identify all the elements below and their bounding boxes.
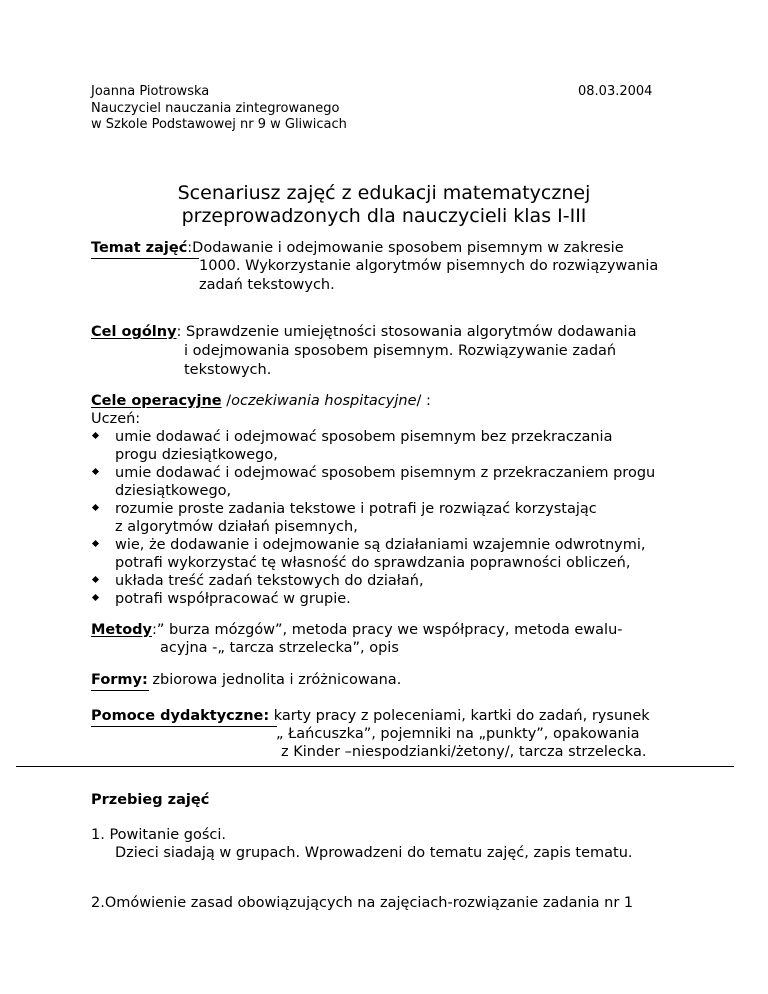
goal-line-1: : Sprawdzenie umiejętności stosowania algorytmów dodawania xyxy=(176,324,637,340)
aids-line-3: z Kinder –niespodzianki/żetony/, tarcza strzelecka. xyxy=(281,744,647,760)
topic-section xyxy=(91,239,624,258)
objectives-label: Cele operacyjne xyxy=(91,393,222,409)
course-step-1-detail: Dzieci siadają w grupach. Wprowadzeni do tematu zajęć, zapis tematu. xyxy=(115,845,633,861)
author-role: Nauczyciel nauczania zintegrowanego xyxy=(91,101,340,116)
forms-section xyxy=(91,671,401,690)
document-date: 08.03.2004 xyxy=(578,84,653,99)
objective-5: układa treść zadań tekstowych do działań, xyxy=(115,573,424,589)
course-heading: Przebieg zajęć xyxy=(91,792,210,808)
goal-section xyxy=(91,323,636,342)
objective-6: potrafi współpracować w grupie. xyxy=(115,591,351,607)
bullet-icon xyxy=(92,504,99,511)
aids-section xyxy=(91,707,650,726)
title-line-1: Scenariusz zajęć z edukacji matematycznej xyxy=(177,182,591,204)
objectives-heading xyxy=(91,392,431,411)
author-name: Joanna Piotrowska xyxy=(91,84,210,99)
methods-label: Metody xyxy=(91,622,152,638)
objectives-note-open: / xyxy=(221,393,232,409)
objectives-note-close: / : xyxy=(416,393,431,409)
goal-line-2: i odejmowania sposobem pisemnym. Rozwiązywanie zadań xyxy=(184,343,617,359)
topic-line-1: :Dodawanie i odejmowanie sposobem pisemnym w zakresie xyxy=(187,240,624,256)
author-school: w Szkole Podstawowej nr 9 w Gliwicach xyxy=(91,117,347,132)
forms-label: Formy: xyxy=(91,672,148,688)
course-step-1: 1. Powitanie gości. xyxy=(91,827,226,843)
methods-line-2: acyjna -„ tarcza strzelecka”, opis xyxy=(160,640,399,656)
objective-4-line-2: potrafi wykorzystać tę własność do sprawdzania poprawności obliczeń, xyxy=(115,555,631,571)
bullet-icon xyxy=(92,540,99,547)
objective-2-line-2: dziesiątkowego, xyxy=(115,483,232,499)
objective-2-line-1: umie dodawać i odejmować sposobem pisemnym z przekraczaniem progu xyxy=(115,465,656,481)
section-divider xyxy=(16,766,734,767)
objective-4-line-1: wie, że dodawanie i odejmowanie są działaniami wzajemnie odwrotnymi, xyxy=(115,537,646,553)
bullet-icon xyxy=(92,468,99,475)
topic-label: Temat zajęć xyxy=(91,240,188,256)
aids-label-underline xyxy=(91,726,277,727)
bullet-icon xyxy=(92,594,99,601)
topic-line-3: zadań tekstowych. xyxy=(199,277,335,293)
topic-label-underline xyxy=(91,258,199,259)
aids-line-2: „ Łańcuszka”, pojemniki na „punkty”, opakowania xyxy=(276,726,640,742)
methods-line-1: :” burza mózgów”, metoda pracy we współpracy, metoda ewalu- xyxy=(152,622,623,638)
course-step-2: 2.Omówienie zasad obowiązujących na zajęciach-rozwiązanie zadania nr 1 xyxy=(91,895,634,911)
objectives-note: oczekiwania hospitacyjne xyxy=(231,393,417,409)
title-line-2: przeprowadzonych dla nauczycieli klas I-III xyxy=(181,205,587,227)
bullet-icon xyxy=(92,576,99,583)
objective-3-line-1: rozumie proste zadania tekstowe i potrafi je rozwiązać korzystając xyxy=(115,501,597,517)
aids-line-1: karty pracy z poleceniami, kartki do zadań, rysunek xyxy=(269,708,650,724)
methods-section xyxy=(91,621,623,640)
objective-3-line-2: z algorytmów działań pisemnych, xyxy=(115,519,358,535)
aids-label: Pomoce dydaktyczne: xyxy=(91,708,270,724)
objectives-student: Uczeń: xyxy=(91,411,141,427)
objective-1-line-2: progu dziesiątkowego, xyxy=(115,447,278,463)
objective-1-line-1: umie dodawać i odejmować sposobem pisemnym bez przekraczania xyxy=(115,429,613,445)
goal-label: Cel ogólny xyxy=(91,324,177,340)
topic-line-2: 1000. Wykorzystanie algorytmów pisemnych do rozwiązywania xyxy=(199,258,659,274)
forms-label-underline xyxy=(91,690,149,691)
goal-line-3: tekstowych. xyxy=(184,362,272,378)
forms-text: zbiorowa jednolita i zróżnicowana. xyxy=(147,672,402,688)
bullet-icon xyxy=(92,432,99,439)
